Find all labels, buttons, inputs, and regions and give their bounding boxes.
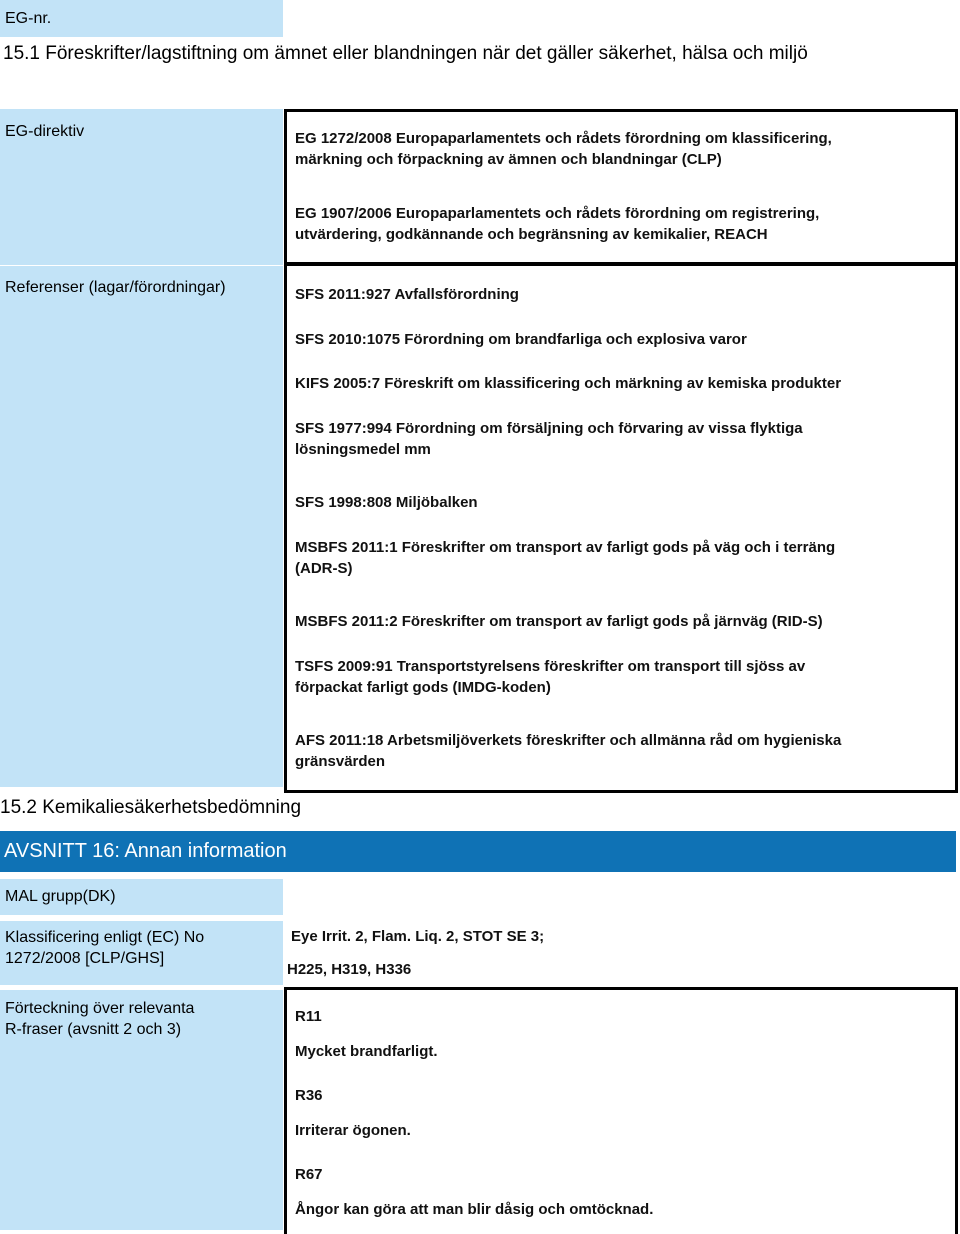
referens-item	[295, 611, 823, 632]
eg-direktiv-text: EG-direktiv	[5, 123, 85, 140]
section-16-banner-text: AVSNITT 16: Annan information	[4, 840, 287, 862]
referens-item	[295, 329, 747, 350]
referens-line: AFS 2011:18 Arbetsmiljöverkets föreskrifter och allmänna råd om hygieniska	[295, 732, 842, 749]
section-15-1-title: 15.1 Föreskrifter/lagstiftning om ämnet eller blandningen när det gäller säkerhet, hälsa och miljö	[3, 43, 808, 64]
referens-line: SFS 1998:808 Miljöbalken	[295, 494, 478, 511]
r-fraser-box	[284, 987, 958, 1234]
r-phrase-code: R67	[295, 1166, 323, 1183]
referens-line: MSBFS 2011:2 Föreskrifter om transport av farligt gods på järnväg (RID-S)	[295, 613, 823, 630]
referens-line: MSBFS 2011:1 Föreskrifter om transport av farligt gods på väg och i terräng	[295, 539, 836, 556]
referens-line: SFS 2010:1075 Förordning om brandfarliga och explosiva varor	[295, 331, 747, 348]
eg-nr-label	[0, 0, 283, 37]
klassificering-label	[0, 921, 283, 985]
eg-direktiv-item-line: utvärdering, godkännande och begränsning av kemikalier, REACH	[295, 226, 768, 243]
referens-item	[295, 284, 519, 305]
klassificering-label-line: Klassificering enligt (EC) No	[5, 929, 205, 946]
r-fraser-label-line: R-fraser (avsnitt 2 och 3)	[5, 1021, 182, 1038]
referens-line: TSFS 2009:91 Transportstyrelsens föreskrifter om transport till sjöss av	[295, 658, 806, 675]
mal-grupp-label	[0, 879, 283, 915]
referens-line: SFS 2011:927 Avfallsförordning	[295, 286, 519, 303]
referenser-label	[0, 266, 283, 787]
eg-direktiv-item-line: EG 1272/2008 Europaparlamentets och rådets förordning om klassificering,	[295, 130, 832, 147]
eg-nr-text: EG-nr.	[5, 10, 52, 27]
referens-item	[295, 730, 841, 772]
referenser-text: Referenser (lagar/förordningar)	[5, 279, 226, 296]
r-fraser-label	[0, 990, 283, 1230]
referens-item	[295, 537, 835, 579]
referens-line: (ADR-S)	[295, 560, 353, 577]
section-15-2-title: 15.2 Kemikaliesäkerhetsbedömning	[0, 797, 302, 818]
referens-item	[295, 373, 841, 394]
r-phrase-text: Irriterar ögonen.	[295, 1122, 411, 1139]
eg-direktiv-box	[284, 109, 958, 265]
eg-direktiv-item-line: märkning och förpackning av ämnen och blandningar (CLP)	[295, 151, 722, 168]
h-statements: H225, H319, H336	[287, 961, 412, 978]
r-phrase-text: Mycket brandfarligt.	[295, 1043, 438, 1060]
section-16-banner	[0, 831, 956, 872]
eg-direktiv-item-line: EG 1907/2006 Europaparlamentets och rådets förordning om registrering,	[295, 205, 820, 222]
r-phrase-code: R36	[295, 1087, 323, 1104]
referens-item	[295, 492, 478, 513]
referens-line: förpackat farligt gods (IMDG-koden)	[295, 679, 551, 696]
referens-line: SFS 1977:994 Förordning om försäljning och förvaring av vissa flyktiga	[295, 420, 803, 437]
referenser-box	[284, 263, 958, 793]
referens-line: lösningsmedel mm	[295, 441, 431, 458]
klassificering-value: Eye Irrit. 2, Flam. Liq. 2, STOT SE 3;	[291, 928, 545, 945]
eg-direktiv-item	[295, 128, 832, 170]
r-phrase-text: Ångor kan göra att man blir dåsig och omtöcknad.	[295, 1201, 654, 1218]
referens-line: gränsvärden	[295, 753, 386, 770]
eg-direktiv-item	[295, 203, 819, 245]
mal-grupp-text: MAL grupp(DK)	[5, 888, 116, 905]
referens-item	[295, 418, 803, 460]
eg-direktiv-label	[0, 109, 283, 265]
referens-item	[295, 656, 805, 698]
klassificering-label-line: 1272/2008 [CLP/GHS]	[5, 950, 165, 967]
r-phrase-code: R11	[295, 1008, 322, 1025]
r-fraser-label-line: Förteckning över relevanta	[5, 1000, 195, 1017]
referens-line: KIFS 2005:7 Föreskrift om klassificering och märkning av kemiska produkter	[295, 375, 842, 392]
